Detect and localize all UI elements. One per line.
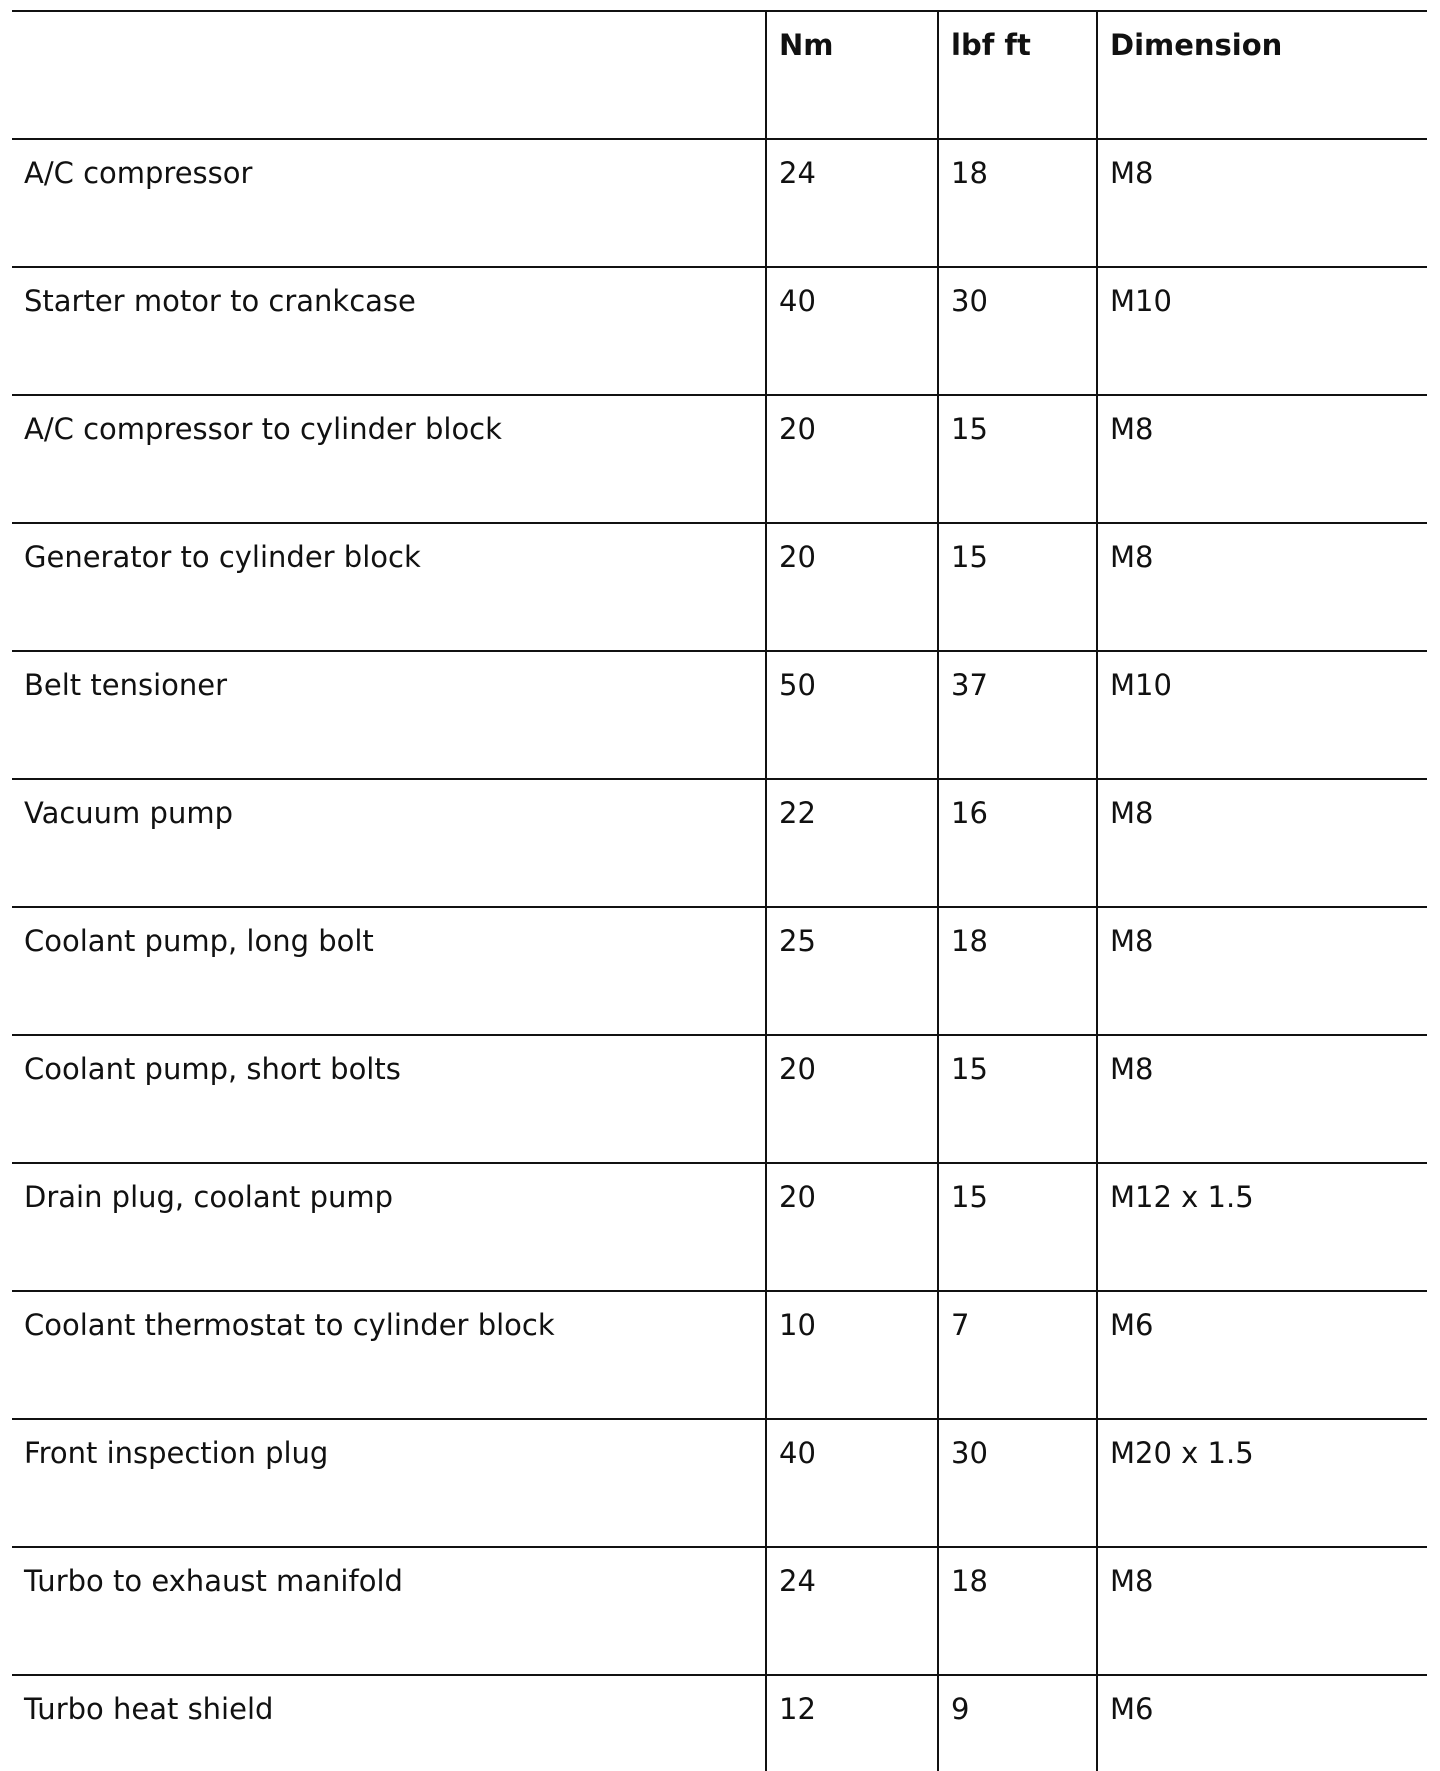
table-row bbox=[12, 1419, 1427, 1547]
cell-nm: 25 bbox=[766, 907, 938, 1035]
cell-dimension: M10 bbox=[1097, 651, 1427, 779]
cell-part: Coolant pump, long bolt bbox=[12, 907, 766, 1035]
cell-dimension: M6 bbox=[1097, 1675, 1427, 1771]
table-row bbox=[12, 523, 1427, 651]
cell-nm: 24 bbox=[766, 1547, 938, 1675]
table-body bbox=[12, 139, 1427, 1771]
cell-nm: 12 bbox=[766, 1675, 938, 1771]
cell-nm: 20 bbox=[766, 1163, 938, 1291]
cell-nm: 50 bbox=[766, 651, 938, 779]
torque-spec-table bbox=[12, 10, 1427, 1771]
cell-lbf-ft: 18 bbox=[938, 907, 1097, 1035]
table-row bbox=[12, 267, 1427, 395]
cell-dimension: M8 bbox=[1097, 523, 1427, 651]
table-row bbox=[12, 1547, 1427, 1675]
cell-part: Front inspection plug bbox=[12, 1419, 766, 1547]
cell-lbf-ft: 15 bbox=[938, 1163, 1097, 1291]
header-row bbox=[12, 11, 1427, 139]
header-dimension: Dimension bbox=[1097, 11, 1427, 139]
cell-nm: 40 bbox=[766, 267, 938, 395]
cell-lbf-ft: 7 bbox=[938, 1291, 1097, 1419]
table-row bbox=[12, 651, 1427, 779]
table-row bbox=[12, 395, 1427, 523]
cell-nm: 24 bbox=[766, 139, 938, 267]
cell-nm: 10 bbox=[766, 1291, 938, 1419]
cell-dimension: M6 bbox=[1097, 1291, 1427, 1419]
table-row bbox=[12, 1291, 1427, 1419]
table-row bbox=[12, 1675, 1427, 1771]
cell-dimension: M8 bbox=[1097, 907, 1427, 1035]
cell-lbf-ft: 18 bbox=[938, 1547, 1097, 1675]
cell-dimension: M20 x 1.5 bbox=[1097, 1419, 1427, 1547]
cell-lbf-ft: 15 bbox=[938, 1035, 1097, 1163]
table-row bbox=[12, 1163, 1427, 1291]
cell-part: Generator to cylinder block bbox=[12, 523, 766, 651]
cell-lbf-ft: 15 bbox=[938, 523, 1097, 651]
header-nm: Nm bbox=[766, 11, 938, 139]
cell-part: Vacuum pump bbox=[12, 779, 766, 907]
cell-part: Belt tensioner bbox=[12, 651, 766, 779]
cell-lbf-ft: 9 bbox=[938, 1675, 1097, 1771]
cell-lbf-ft: 30 bbox=[938, 267, 1097, 395]
cell-part: Starter motor to crankcase bbox=[12, 267, 766, 395]
cell-lbf-ft: 18 bbox=[938, 139, 1097, 267]
cell-part: A/C compressor bbox=[12, 139, 766, 267]
cell-dimension: M10 bbox=[1097, 267, 1427, 395]
cell-part: Turbo heat shield bbox=[12, 1675, 766, 1771]
cell-lbf-ft: 37 bbox=[938, 651, 1097, 779]
cell-lbf-ft: 16 bbox=[938, 779, 1097, 907]
header-part bbox=[12, 11, 766, 139]
header-lbf-ft: lbf ft bbox=[938, 11, 1097, 139]
table-row bbox=[12, 907, 1427, 1035]
cell-nm: 40 bbox=[766, 1419, 938, 1547]
cell-dimension: M12 x 1.5 bbox=[1097, 1163, 1427, 1291]
cell-dimension: M8 bbox=[1097, 395, 1427, 523]
table-row bbox=[12, 1035, 1427, 1163]
cell-part: Coolant thermostat to cylinder block bbox=[12, 1291, 766, 1419]
table-row bbox=[12, 779, 1427, 907]
cell-lbf-ft: 30 bbox=[938, 1419, 1097, 1547]
cell-nm: 20 bbox=[766, 523, 938, 651]
cell-dimension: M8 bbox=[1097, 1035, 1427, 1163]
cell-lbf-ft: 15 bbox=[938, 395, 1097, 523]
cell-nm: 20 bbox=[766, 1035, 938, 1163]
cell-part: A/C compressor to cylinder block bbox=[12, 395, 766, 523]
cell-dimension: M8 bbox=[1097, 1547, 1427, 1675]
cell-nm: 22 bbox=[766, 779, 938, 907]
cell-nm: 20 bbox=[766, 395, 938, 523]
cell-dimension: M8 bbox=[1097, 139, 1427, 267]
cell-part: Turbo to exhaust manifold bbox=[12, 1547, 766, 1675]
cell-dimension: M8 bbox=[1097, 779, 1427, 907]
table-row bbox=[12, 139, 1427, 267]
table-header bbox=[12, 11, 1427, 139]
cell-part: Drain plug, coolant pump bbox=[12, 1163, 766, 1291]
cell-part: Coolant pump, short bolts bbox=[12, 1035, 766, 1163]
